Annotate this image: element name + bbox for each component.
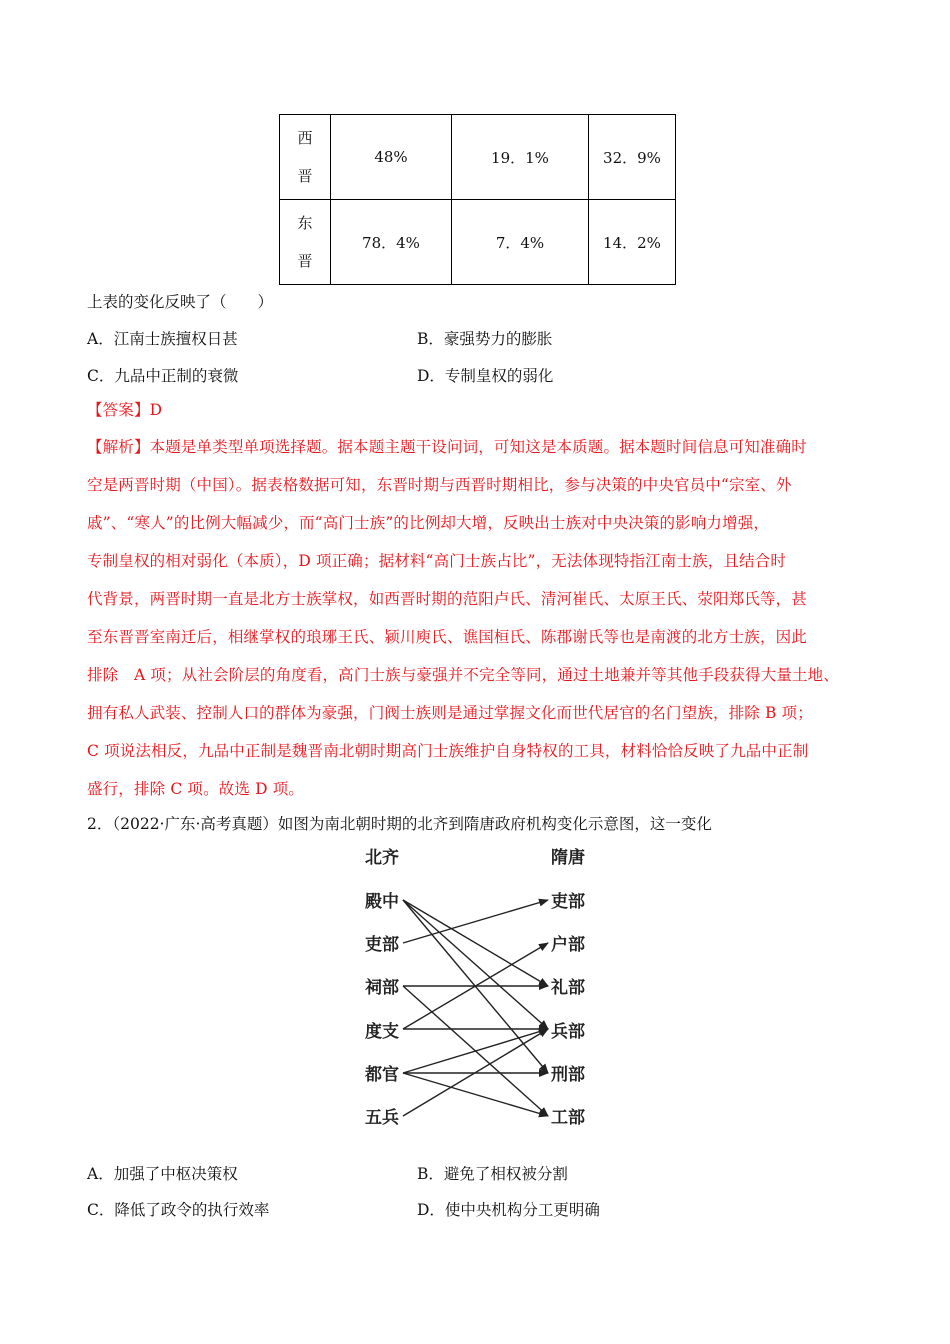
option-c: C．降低了政令的执行效率 bbox=[87, 1201, 270, 1219]
analysis-line: 排除 A 项；从社会阶层的角度看，高门士族与豪强并不完全等同，通过土地兼并等其他手段获得大量土地、 bbox=[87, 666, 839, 684]
option-a: A．江南士族擅权日甚 bbox=[87, 330, 238, 348]
diagram-left-label: 五兵 bbox=[365, 1108, 399, 1128]
table-cell: 32．9% bbox=[589, 115, 676, 200]
analysis-line: 空是两晋时期（中国）。据表格数据可知，东晋时期与西晋时期相比，参与决策的中央官员中“宗室、外 bbox=[87, 476, 792, 494]
diagram-left-label: 吏部 bbox=[365, 935, 399, 955]
arrow-line bbox=[403, 900, 548, 986]
diagram-right-label: 礼部 bbox=[551, 978, 585, 998]
option-d: D．专制皇权的弱化 bbox=[417, 367, 554, 385]
era-char: 东 bbox=[297, 214, 313, 232]
option-a: A．加强了中枢决策权 bbox=[87, 1165, 238, 1183]
table-cell: 78．4% bbox=[331, 200, 452, 285]
option-c: C．九品中正制的衰微 bbox=[87, 367, 239, 385]
diagram-left-labels bbox=[364, 891, 399, 1128]
analysis-line: C 项说法相反，九品中正制是魏晋南北朝时期高门士族维护自身特权的工具，材料恰恰反映了九品中正制 bbox=[87, 742, 809, 760]
diagram-left-label: 都官 bbox=[365, 1065, 399, 1085]
institution-change-diagram bbox=[355, 840, 605, 1140]
diagram-right-label: 吏部 bbox=[551, 892, 585, 912]
official-ratio-table bbox=[279, 114, 676, 285]
era-char: 晋 bbox=[297, 167, 313, 185]
era-cell bbox=[280, 200, 331, 285]
arrow-line bbox=[403, 900, 548, 1029]
era-char: 晋 bbox=[297, 252, 313, 270]
era-cell bbox=[280, 115, 331, 200]
table-cell: 14．2% bbox=[589, 200, 676, 285]
diagram-right-label: 户部 bbox=[551, 935, 585, 955]
analysis-line: 代背景，两晋时期一直是北方士族掌权，如西晋时期的范阳卢氏、清河崔氏、太原王氏、荥阳郑氏等，甚 bbox=[87, 590, 807, 608]
option-b: B．豪强势力的膨胀 bbox=[417, 330, 553, 348]
analysis-line: 专制皇权的相对弱化（本质），D 项正确；据材料“高门士族占比”，无法体现特指江南士族，且结合时 bbox=[87, 552, 787, 570]
diagram-left-label: 度支 bbox=[365, 1022, 399, 1042]
analysis-line: 【解析】本题是单类型单项选择题。据本题主题干设问词，可知这是本质题。据本题时间信息可知准确时 bbox=[87, 438, 807, 456]
era-char: 西 bbox=[297, 129, 313, 147]
arrow-line bbox=[403, 1073, 548, 1116]
table-cell: 7．4% bbox=[452, 200, 589, 285]
table-row bbox=[280, 115, 676, 200]
question-stem: 2．（2022·广东·高考真题）如图为南北朝时期的北齐到隋唐政府机构变化示意图，这一变化 bbox=[87, 815, 712, 833]
answer-label: 【答案】D bbox=[87, 401, 163, 419]
table-cell: 48% bbox=[331, 115, 452, 200]
diagram-left-title: 北齐 bbox=[365, 848, 399, 868]
diagram-right-label: 兵部 bbox=[551, 1022, 585, 1042]
table-row bbox=[280, 200, 676, 285]
analysis-line: 盛行，排除 C 项。故选 D 项。 bbox=[87, 780, 305, 798]
diagram-right-labels bbox=[550, 891, 585, 1128]
diagram-right-title: 隋唐 bbox=[551, 848, 585, 868]
table-cell: 19．1% bbox=[452, 115, 589, 200]
question-stem: 上表的变化反映了（ ） bbox=[87, 293, 274, 311]
diagram-arrows bbox=[403, 900, 548, 1116]
diagram-left-label: 祠部 bbox=[365, 978, 399, 998]
analysis-line: 至东晋晋室南迁后，相继掌权的琅琊王氏、颍川庾氏、谯国桓氏、陈郡谢氏等也是南渡的北方士族，因此 bbox=[87, 628, 807, 646]
option-b: B．避免了相权被分割 bbox=[417, 1165, 568, 1183]
option-d: D．使中央机构分工更明确 bbox=[417, 1201, 600, 1219]
arrow-line bbox=[403, 1029, 548, 1073]
diagram-right-label: 工部 bbox=[551, 1108, 585, 1128]
analysis-line: 戚”、“寒人”的比例大幅减少，而“高门士族”的比例却大增，反映出士族对中央决策的影响力增强， bbox=[87, 514, 770, 532]
arrow-line bbox=[403, 900, 548, 943]
diagram-right-label: 刑部 bbox=[551, 1065, 585, 1085]
analysis-line: 拥有私人武装、控制人口的群体为豪强，门阀士族则是通过掌握文化而世代居官的名门望族，排除 B 项； bbox=[87, 704, 813, 722]
diagram-left-label: 殿中 bbox=[365, 892, 399, 912]
